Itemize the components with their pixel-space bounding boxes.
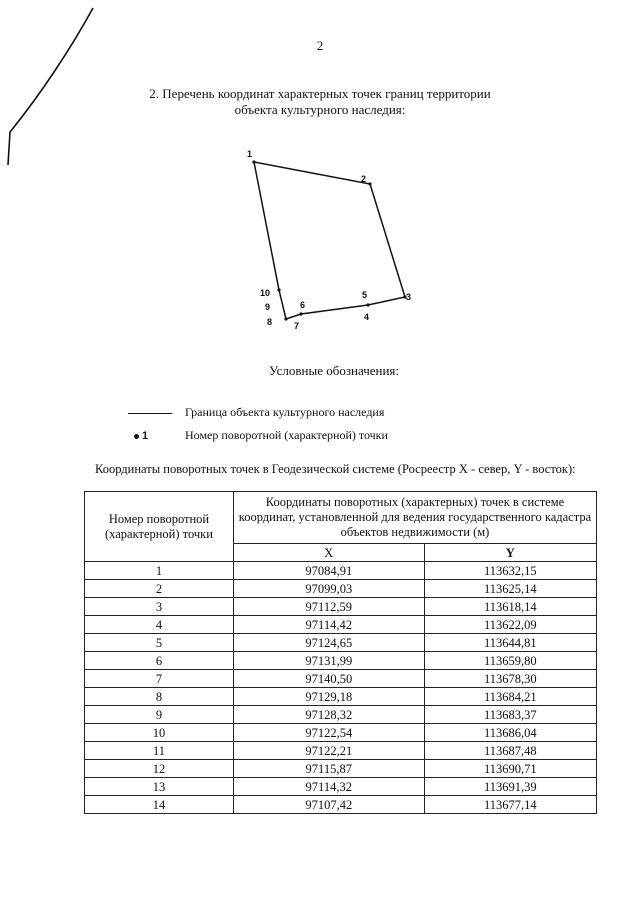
point-marker bbox=[252, 160, 255, 163]
header-x: X bbox=[233, 544, 424, 562]
scheme-label: 5 bbox=[362, 290, 368, 300]
table-row bbox=[85, 778, 597, 796]
legend-point-number: 1 bbox=[142, 430, 149, 442]
table-row bbox=[85, 724, 597, 742]
cell-point-number: 6 bbox=[85, 652, 234, 670]
scheme-label: 8 bbox=[267, 317, 273, 327]
legend-title: Условные обозначения: bbox=[268, 363, 400, 378]
cell-x: 97129,18 bbox=[233, 688, 424, 706]
cell-y: 113687,48 bbox=[424, 742, 596, 760]
legend-row-point bbox=[120, 427, 388, 443]
point-marker bbox=[299, 312, 302, 315]
cell-y: 113683,37 bbox=[424, 706, 596, 724]
scheme-label: 1 bbox=[247, 149, 253, 159]
cell-y: 113690,71 bbox=[424, 760, 596, 778]
cell-x: 97140,50 bbox=[233, 670, 424, 688]
scheme-label: 4 bbox=[364, 312, 370, 322]
cell-point-number: 5 bbox=[85, 634, 234, 652]
cell-y: 113644,81 bbox=[424, 634, 596, 652]
table-row bbox=[85, 616, 597, 634]
header-point-number: Номер поворотной (характерной) точки bbox=[85, 492, 234, 562]
scheme-label: 9 bbox=[265, 302, 271, 312]
heading-line-1: 2. Перечень координат характерных точек границ территории bbox=[149, 86, 491, 101]
cell-y: 113684,21 bbox=[424, 688, 596, 706]
cell-x: 97114,42 bbox=[233, 616, 424, 634]
scheme-label: 2 bbox=[361, 174, 367, 184]
cell-x: 97122,54 bbox=[233, 724, 424, 742]
table-row bbox=[85, 598, 597, 616]
cell-y: 113618,14 bbox=[424, 598, 596, 616]
boundary-line-symbol bbox=[128, 413, 172, 414]
cell-point-number: 2 bbox=[85, 580, 234, 598]
point-marker bbox=[366, 303, 369, 306]
table-row bbox=[85, 562, 597, 580]
page-number: 2 bbox=[316, 38, 324, 53]
cell-point-number: 4 bbox=[85, 616, 234, 634]
cell-point-number: 7 bbox=[85, 670, 234, 688]
section-heading bbox=[0, 86, 640, 118]
coordinates-caption: Координаты поворотных точек в Геодезической системе (Росреестр X - север, Y - восток): bbox=[95, 462, 576, 476]
cell-x: 97131,99 bbox=[233, 652, 424, 670]
heading-line-2: объекта культурного наследия: bbox=[234, 102, 406, 117]
cell-x: 97114,32 bbox=[233, 778, 424, 796]
table-row bbox=[85, 652, 597, 670]
cell-point-number: 9 bbox=[85, 706, 234, 724]
boundary-line bbox=[254, 162, 405, 319]
cell-x: 97128,32 bbox=[233, 706, 424, 724]
point-marker bbox=[277, 288, 280, 291]
cell-x: 97107,42 bbox=[233, 796, 424, 814]
table-row bbox=[85, 670, 597, 688]
scheme-label: 3 bbox=[406, 292, 412, 302]
cell-point-number: 1 bbox=[85, 562, 234, 580]
legend-point-label: Номер поворотной (характерной) точки bbox=[185, 427, 388, 442]
cell-x: 97112,59 bbox=[233, 598, 424, 616]
point-marker bbox=[368, 182, 371, 185]
cell-point-number: 12 bbox=[85, 760, 234, 778]
table-row bbox=[85, 760, 597, 778]
scheme-label: 7 bbox=[294, 321, 300, 331]
cell-point-number: 8 bbox=[85, 688, 234, 706]
cell-y: 113622,09 bbox=[424, 616, 596, 634]
table-row bbox=[85, 706, 597, 724]
cell-y: 113686,04 bbox=[424, 724, 596, 742]
legend-boundary-label: Граница объекта культурного наследия bbox=[185, 404, 385, 419]
cell-point-number: 10 bbox=[85, 724, 234, 742]
cell-point-number: 11 bbox=[85, 742, 234, 760]
header-coordinates: Координаты поворотных (характерных) точек в системе координат, установленной для ведения государственного кадастра объектов недвижимости (м) bbox=[233, 492, 596, 544]
table-row bbox=[85, 688, 597, 706]
cell-y: 113691,39 bbox=[424, 778, 596, 796]
scheme-label: 10 bbox=[260, 288, 271, 298]
cell-y: 113625,14 bbox=[424, 580, 596, 598]
boundary-scheme bbox=[230, 142, 430, 342]
header-y: Y bbox=[424, 544, 596, 562]
coordinates-table-body bbox=[85, 562, 597, 814]
table-row bbox=[85, 634, 597, 652]
table-row bbox=[85, 580, 597, 598]
table-row bbox=[85, 796, 597, 814]
cell-y: 113632,15 bbox=[424, 562, 596, 580]
cell-x: 97122,21 bbox=[233, 742, 424, 760]
cell-x: 97115,87 bbox=[233, 760, 424, 778]
scheme-label: 6 bbox=[300, 300, 306, 310]
cell-point-number: 14 bbox=[85, 796, 234, 814]
point-dot-symbol bbox=[134, 434, 139, 439]
cell-x: 97124,65 bbox=[233, 634, 424, 652]
cell-y: 113659,80 bbox=[424, 652, 596, 670]
cell-y: 113677,14 bbox=[424, 796, 596, 814]
table-row bbox=[85, 742, 597, 760]
legend-row-boundary bbox=[120, 404, 384, 420]
point-marker bbox=[284, 317, 287, 320]
cell-y: 113678,30 bbox=[424, 670, 596, 688]
cell-x: 97099,03 bbox=[233, 580, 424, 598]
coordinates-table bbox=[84, 491, 597, 814]
cell-point-number: 13 bbox=[85, 778, 234, 796]
cell-point-number: 3 bbox=[85, 598, 234, 616]
cell-x: 97084,91 bbox=[233, 562, 424, 580]
